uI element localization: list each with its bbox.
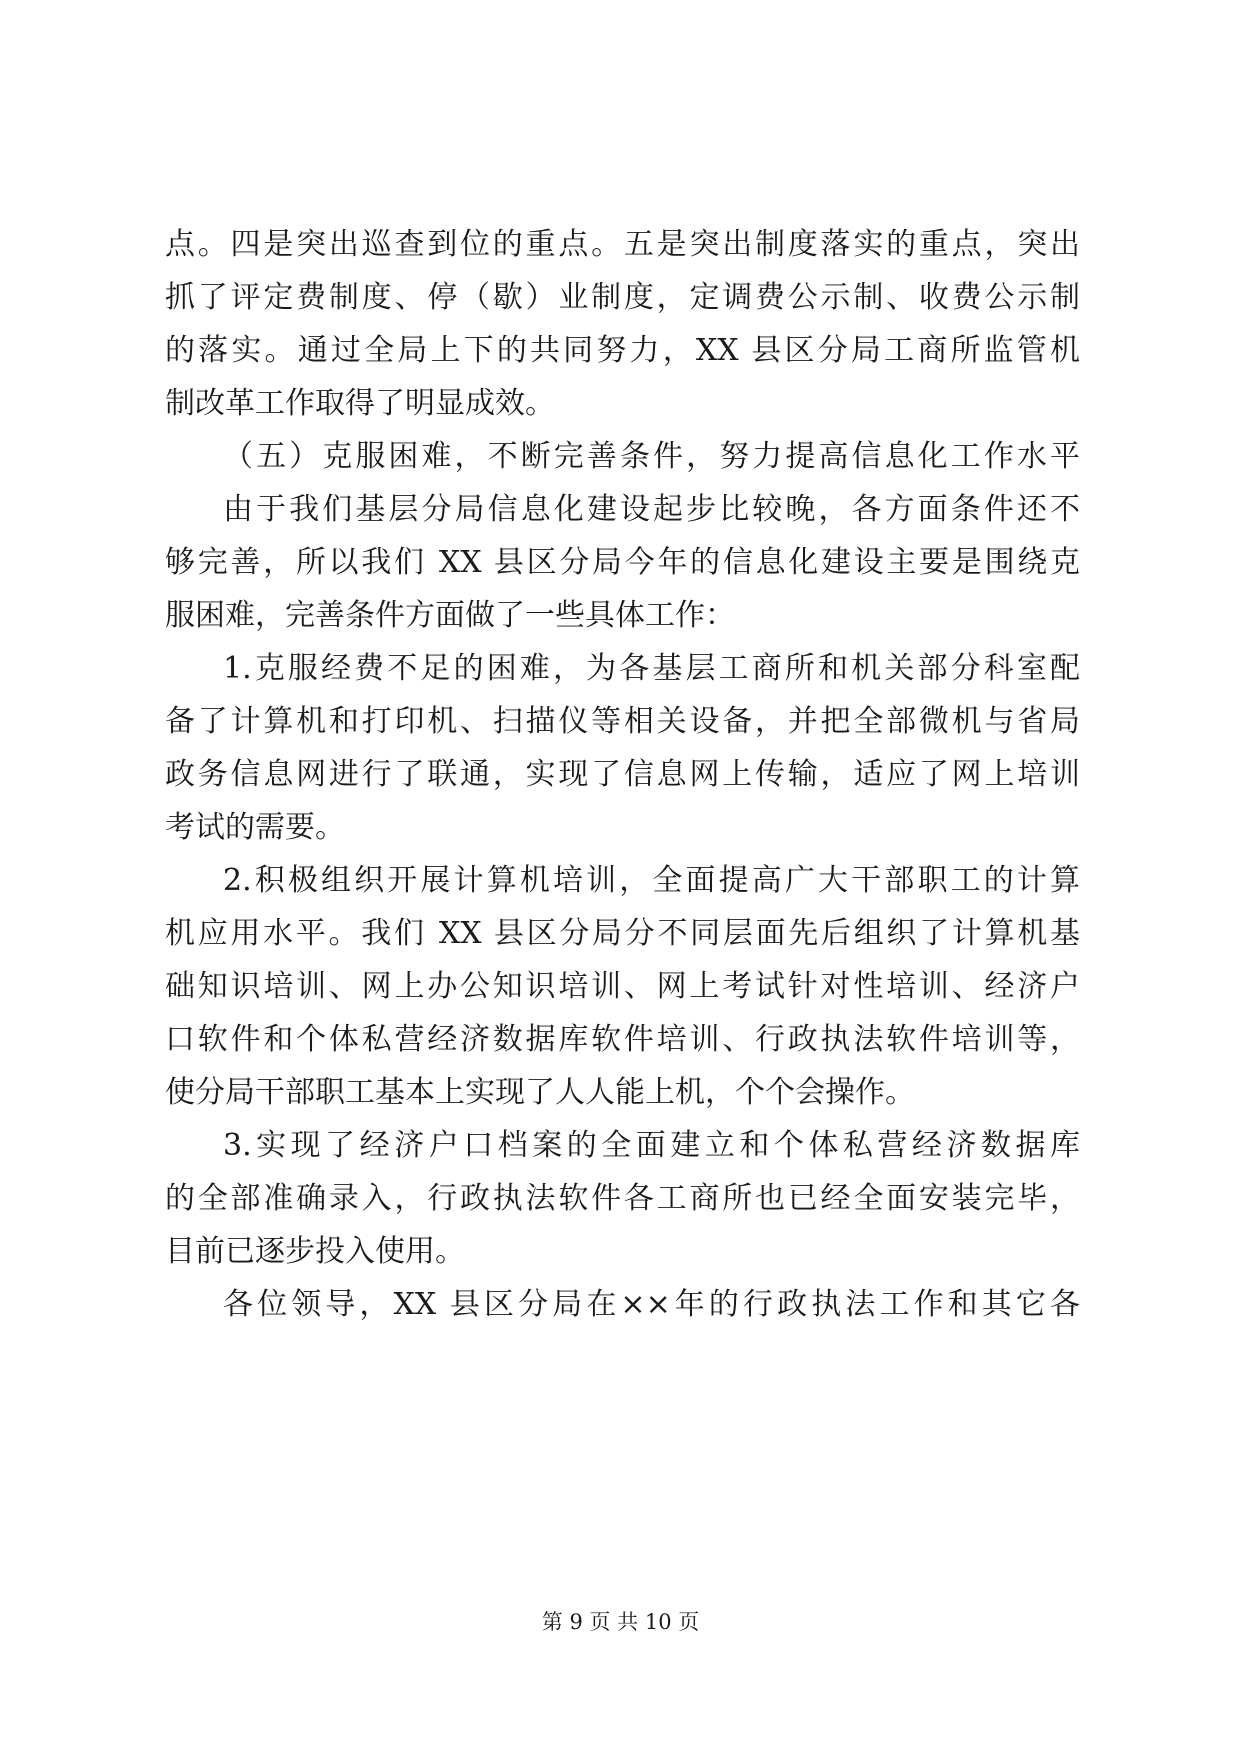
section-heading: （五）克服困难，不断完善条件，努力提高信息化工作水平 [223, 439, 1080, 474]
body-line-10: 备了计算机和打印机、扫描仪等相关设备，并把全部微机与省局 [165, 704, 1080, 739]
body-line-17: 使分局干部职工基本上实现了人人能上机，个个会操作。 [165, 1075, 915, 1110]
body-line-1: 点。四是突出巡查到位的重点。五是突出制度落实的重点，突出 [165, 227, 1080, 262]
body-line-20: 目前已逐步投入使用。 [165, 1234, 465, 1269]
body-line-15: 础知识培训、网上办公知识培训、网上考试针对性培训、经济户 [165, 969, 1080, 1004]
body-line-2: 抓了评定费制度、停（歇）业制度，定调费公示制、收费公示制 [165, 280, 1080, 315]
body-line-6: 由于我们基层分局信息化建设起步比较晚，各方面条件还不 [223, 492, 1080, 527]
body-line-7: 够完善，所以我们 XX 县区分局今年的信息化建设主要是围绕克 [165, 545, 1080, 580]
body-line-18: 3.实现了经济户口档案的全面建立和个体私营经济数据库 [223, 1128, 1080, 1163]
body-line-4: 制改革工作取得了明显成效。 [165, 386, 555, 421]
body-line-13: 2.积极组织开展计算机培训，全面提高广大干部职工的计算 [223, 863, 1080, 898]
body-line-8: 服困难，完善条件方面做了一些具体工作： [165, 598, 735, 633]
body-line-16: 口软件和个体私营经济数据库软件培训、行政执法软件培训等， [165, 1022, 1080, 1057]
body-line-14: 机应用水平。我们 XX 县区分局分不同层面先后组织了计算机基 [165, 916, 1080, 951]
body-line-11: 政务信息网进行了联通，实现了信息网上传输，适应了网上培训 [165, 757, 1080, 792]
body-line-12: 考试的需要。 [165, 810, 345, 845]
body-line-9: 1.克服经费不足的困难，为各基层工商所和机关部分科室配 [223, 651, 1080, 686]
body-line-3: 的落实。通过全局上下的共同努力，XX 县区分局工商所监管机 [165, 333, 1080, 368]
body-line-19: 的全部准确录入，行政执法软件各工商所也已经全面安装完毕， [165, 1181, 1080, 1216]
page-footer: 第 9 页 共 10 页 [541, 1610, 700, 1634]
body-line-21: 各位领导，XX 县区分局在××年的行政执法工作和其它各 [223, 1287, 1080, 1322]
